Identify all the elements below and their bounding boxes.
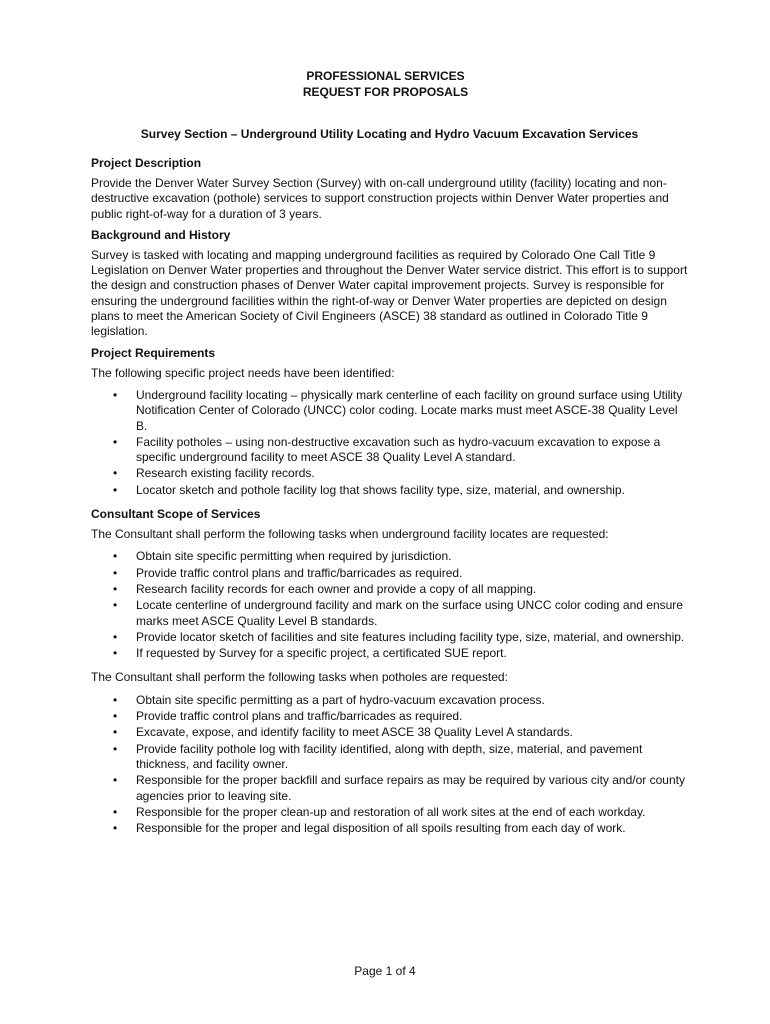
list-item-text: Locate centerline of underground facility and mark on the surface using UNCC color coding and ensure marks meet ASCE Quality Level B standards. — [136, 598, 683, 628]
list-item — [91, 566, 688, 581]
bullet-icon: • — [113, 821, 118, 836]
list-item-text: Excavate, expose, and identify facility to meet ASCE 38 Quality Level A standards. — [136, 725, 573, 740]
bullet-icon: • — [113, 466, 118, 481]
scope-potholes-intro: The Consultant shall perform the following tasks when potholes are requested: — [91, 670, 508, 685]
list-item — [91, 742, 688, 773]
requirements-heading: Project Requirements — [91, 345, 216, 360]
title-line-2: REQUEST FOR PROPOSALS — [302, 85, 469, 99]
list-item-text: Provide facility pothole log with facility identified, along with depth, size, material, and pavement thickness, and facility owner. — [136, 741, 643, 771]
list-item-text: Locator sketch and pothole facility log that shows facility type, size, material, and ownership. — [136, 482, 625, 497]
list-item — [91, 805, 688, 820]
list-item — [91, 466, 688, 481]
list-item-text: Provide traffic control plans and traffic/barricades as required. — [136, 709, 463, 724]
bullet-icon: • — [113, 804, 118, 819]
list-item-text: Responsible for the proper backfill and surface repairs as may be required by various city and/or county agencies prior to leaving site. — [136, 773, 685, 803]
list-item — [91, 388, 688, 434]
bullet-icon: • — [113, 773, 118, 788]
bullet-icon: • — [113, 741, 118, 756]
list-item — [91, 709, 688, 724]
bullet-icon: • — [113, 387, 118, 402]
list-item — [91, 483, 688, 498]
project-description-heading: Project Description — [91, 156, 202, 170]
document-subtitle: Survey Section – Underground Utility Locating and Hydro Vacuum Excavation Services — [140, 127, 639, 141]
list-item — [91, 773, 688, 804]
list-item-text: Provide locator sketch of facilities and site features including facility type, size, material, and ownership. — [136, 629, 685, 644]
list-item-text: Facility potholes – using non-destructive excavation such as hydro-vacuum excavation to expose a specific underground facility to meet ASCE 38 Quality Level A standard. — [136, 434, 661, 465]
list-item — [91, 582, 688, 597]
list-item-text: Research facility records for each owner and provide a copy of all mapping. — [136, 581, 537, 596]
list-item — [91, 435, 688, 466]
bullet-icon: • — [113, 692, 118, 707]
bullet-icon: • — [113, 709, 118, 724]
list-item — [91, 549, 688, 564]
list-item-text: Obtain site specific permitting as a part of hydro-vacuum excavation process. — [136, 692, 545, 707]
bullet-icon: • — [113, 581, 118, 596]
list-item — [91, 821, 688, 836]
bullet-icon: • — [113, 646, 118, 661]
bullet-icon: • — [113, 434, 118, 449]
list-item-text: Provide traffic control plans and traffic/barricades as required. — [136, 565, 463, 580]
list-item-text: Responsible for the proper clean-up and restoration of all work sites at the end of each workday. — [136, 804, 646, 819]
scope-locates-intro: The Consultant shall perform the following tasks when underground facility locates are requested: — [91, 527, 609, 542]
scope-section — [91, 507, 688, 836]
list-item-text: Research existing facility records. — [136, 466, 315, 481]
background-body: Survey is tasked with locating and mapping underground facilities as required by Colorado One Call Title 9 Legislation on Denver Water properties and throughout the Denver Water service district. This effort is to support the design and construction phases of Denver Water capital improvement projects. Survey is responsible for ensuring the underground facilities within the right-of-way or Denver Water properties are depicted on design plans to meet the American Society of Civil Engineers (ASCE) 38 standard as outlined in Colorado Title 9 legislation. — [91, 247, 688, 339]
list-item — [91, 598, 688, 629]
list-item — [91, 693, 688, 708]
bullet-icon: • — [113, 629, 118, 644]
project-description-body: Provide the Denver Water Survey Section (Survey) with on-call underground utility (facility) locating and non-destructive excavation (pothole) services to support construction projects within Denver Water properties and public right-of-way for a duration of 3 years. — [91, 176, 669, 221]
background-heading: Background and History — [91, 227, 231, 242]
requirements-list — [91, 388, 688, 498]
list-item — [91, 646, 688, 661]
title-line-1: PROFESSIONAL SERVICES — [306, 69, 465, 83]
list-item-text: Responsible for the proper and legal disposition of all spoils resulting from each day of work. — [136, 821, 626, 836]
bullet-icon: • — [113, 565, 118, 580]
bullet-icon: • — [113, 549, 118, 564]
background-section — [91, 228, 688, 340]
list-item-text: If requested by Survey for a specific project, a certificated SUE report. — [136, 646, 507, 661]
scope-locates-list — [91, 549, 688, 661]
bullet-icon: • — [113, 598, 118, 613]
list-item — [91, 630, 688, 645]
list-item-text: Obtain site specific permitting when required by jurisdiction. — [136, 549, 452, 564]
list-item — [91, 725, 688, 740]
scope-potholes-list — [91, 693, 688, 837]
requirements-intro: The following specific project needs have been identified: — [91, 365, 395, 380]
document-title — [83, 68, 688, 100]
page-number: Page 1 of 4 — [354, 964, 416, 978]
project-description-section — [91, 156, 688, 222]
bullet-icon: • — [113, 725, 118, 740]
bullet-icon: • — [113, 482, 118, 497]
requirements-section — [91, 346, 688, 498]
list-item-text: Underground facility locating – physically mark centerline of each facility on ground surface using Utility Notification Center of Colorado (UNCC) color coding. Locate marks must meet ASCE-38 Quality Level B. — [136, 387, 683, 433]
scope-heading: Consultant Scope of Services — [91, 507, 261, 522]
